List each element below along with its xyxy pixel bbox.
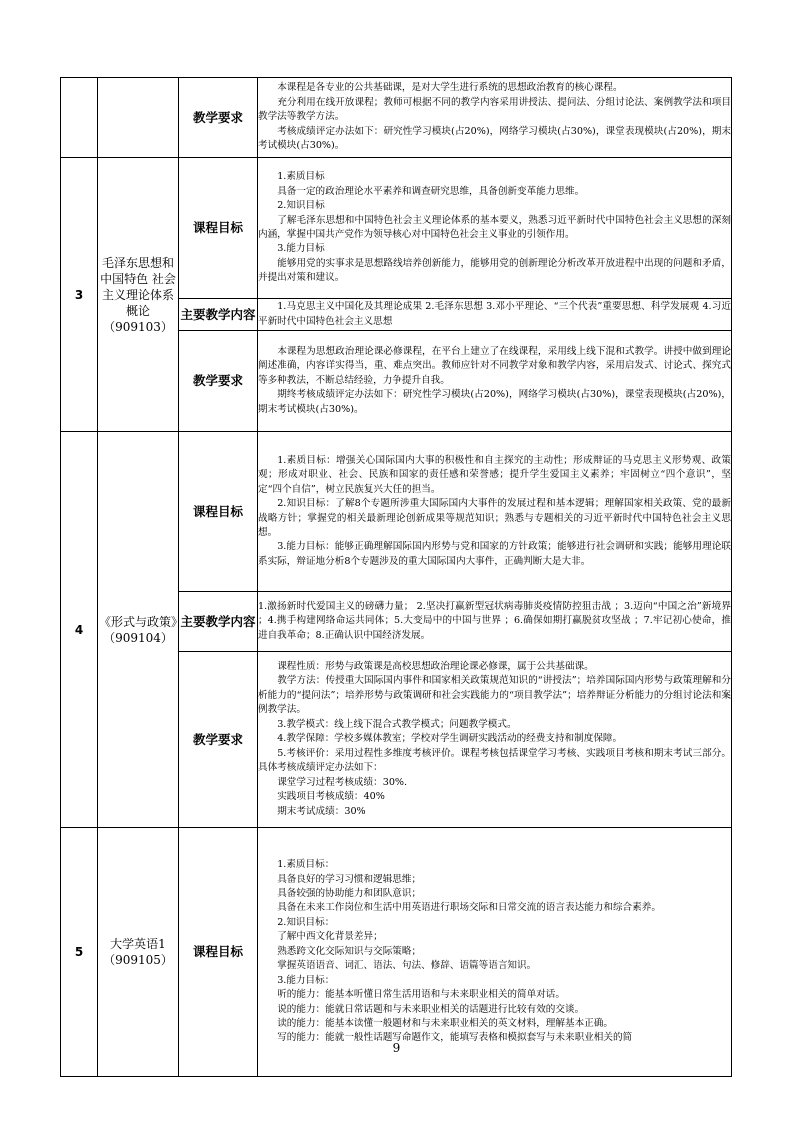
- content-line: 本课程是各专业的公共基础课，是对大学生进行系统的思想政治教育的核心课程。: [277, 82, 623, 94]
- content-line: 充分利用在线开放课程；教师可根据不同的教学内容采用讲授法、提问法、分组讨论法、案例教学法和项目教学法等教学方法。: [258, 96, 731, 123]
- content-line: 课程性质：形势与政策课是高校思想政治理论课必修课，属于公共基础课。: [277, 661, 594, 672]
- content-line: 写的能力：能就一般性话题写命题作文，能填写表格和模拟套写与未来职业相关的简: [277, 1032, 633, 1044]
- content-line: 1.素质目标: [277, 171, 325, 183]
- section-category: 主要教学内容: [179, 592, 258, 652]
- content-line: 具备较强的协助能力和团队意识；: [277, 887, 422, 899]
- content-line: 1.素质目标：增强关心国际国内大事的积极性和自主探究的主动性；形成辩证的马克思主义形势观、政策观；形成对职业、社会、民族和国家的责任感和荣誉感；提升学生爱国主义素养；牢固树立“四个意识”，坚定“四个自信”，树立民族复兴大任的担当。: [258, 454, 731, 495]
- course-name: 大学英语1（909105）: [98, 828, 179, 1077]
- content-line: 能够用党的实事求是思想路线培养创新能力，能够用党的创新理论分析改革开放进程中出现的问题和矛盾，并提出对策和建议。: [258, 257, 731, 284]
- section-content: [258, 78, 732, 158]
- content-line: 3.能力目标: [277, 243, 325, 255]
- course-number: 3: [61, 158, 98, 432]
- content-line: 2.知识目标：了解8个专题所涉重大国际国内大事件的发展过程和基本逻辑；理解国家相关政策、党的最新战略方针；掌握党的相关最新理论创新成果等规范知识；熟悉与专题相关的习近平新时代中国特色社会主义思想。: [258, 498, 731, 538]
- content-line: 了解毛泽东思想和中国特色社会主义理论体系的基本要义，熟悉习近平新时代中国特色社会主义思想的深刻内涵，掌握中国共产党作为领导核心对中国特色社会主义事业的引领作用。: [258, 214, 731, 240]
- course-number: [61, 78, 98, 158]
- content-line: 具备良好的学习习惯和逻辑思维；: [277, 873, 422, 885]
- content-line: 教学方法：传授重大国际国内事件和国家相关政策规范知识的“讲授法”；培养国际国内形势与政策理解和分析能力的“提问法”；培养形势与政策调研和社会实践能力的“项目教学法”；培养辩证分析能力的分组讨论法和案例教学法。: [258, 675, 731, 716]
- content-line: 2.知识目标：: [277, 916, 335, 928]
- content-line: 了解中西文化背景差异；: [277, 931, 383, 943]
- content-line: 本课程为思想政治理论课必修课程，在平台上建立了在线课程，采用线上线下混和式教学。讲授中做到理论阐述准确，内容详实得当，重、难点突出。教师应针对不同教学对象和教学内容，采用启发式、讨论式、探究式等多种教法，不断总结经验，力争提升自我。: [258, 345, 731, 386]
- content-line: 2.知识目标: [277, 200, 325, 212]
- section-content: [258, 652, 732, 828]
- content-line: 具备在未来工作岗位和生活中用英语进行职场交际和日常交流的语言表达能力和综合素养。: [277, 902, 661, 914]
- course-number: 4: [61, 432, 98, 828]
- course-table-body: [61, 78, 732, 1077]
- course-name: 《形式与政策》（909104）: [98, 432, 179, 828]
- content-line: 1.马克思主义中国化及其理论成果 2.毛泽东思想 3.邓小平理论、“三个代表”重要思想、科学发展观 4.习近平新时代中国特色社会主义思想: [258, 301, 731, 327]
- content-line: 读的能力：能基本读懂一般题材和与未来职业相关的英文材料，理解基本正确。: [277, 1018, 613, 1030]
- section-category: 课程目标: [179, 158, 258, 299]
- section-category: 教学要求: [179, 652, 258, 828]
- content-line: 具备一定的政治理论水平素养和调查研究思维，具备创新变革能力思维。: [277, 185, 585, 197]
- course-number: 5: [61, 828, 98, 1077]
- content-line: 课堂学习过程考核成绩：30%.: [277, 776, 408, 788]
- content-line: 1.激扬新时代爱国主义的磅礴力量； 2.坚决打赢新型冠状病毒肺炎疫情防控狙击战 ；3.迈向“中国之治”新境界 ；4.携手构建网络命运共同体；5.大变局中的中国与世界 ；6.确保如期打赢脱贫攻坚战 ；7.牢记初心使命，推进自我革命；8.正确认识中国经济发展。: [258, 600, 731, 641]
- content-line: 期终考核成绩评定办法如下：研究性学习模块(占20%)，网络学习模块(占30%)，课堂表现模块(占20%)，期末考试模块(占30%)。: [258, 389, 731, 415]
- section-category: 主要教学内容: [179, 299, 258, 331]
- content-line: 3.教学模式：线上线下混合式教学模式；问题教学模式。: [277, 718, 517, 730]
- content-line: 4.教学保障：学校多媒体教室；学校对学生调研实践活动的经费支持和制度保障。: [277, 733, 623, 745]
- table-row: [61, 828, 732, 1077]
- course-name: [98, 78, 179, 158]
- section-content: [258, 828, 732, 1077]
- table-row: [61, 78, 732, 158]
- course-name: 毛泽东思想和中国特色 社会主义理论体系概论（909103）: [98, 158, 179, 432]
- content-line: 说的能力：能就日常话题和与未来职业相关的话题进行比较有效的交谈。: [277, 1003, 585, 1015]
- content-line: 掌握英语语音、词汇、语法、句法、修辞、语篇等语言知识。: [277, 960, 537, 972]
- content-line: 实践项目考核成绩：40%: [277, 791, 385, 803]
- section-category: 教学要求: [179, 78, 258, 158]
- content-line: 熟悉跨文化交际知识与交际策略；: [277, 945, 422, 957]
- table-row: [61, 158, 732, 299]
- content-line: 听的能力：能基本听懂日常生活用语和与未来职业相关的简单对话。: [277, 989, 565, 1001]
- table-row: [61, 432, 732, 592]
- section-content: [258, 331, 732, 432]
- page-number: 9: [392, 1041, 401, 1055]
- content-line: 5.考核评价：采用过程性多维度考核评价。课程考核包括课堂学习考核、实践项目考核和期末考试三部分。具体考核成绩评定办法如下：: [258, 747, 731, 774]
- content-line: 1.素质目标：: [277, 859, 335, 871]
- section-content: [258, 158, 732, 299]
- content-line: 考核成绩评定办法如下：研究性学习模块(占20%)，网络学习模块(占30%)，课堂表现模块(占20%)，期末考试模块(占30%)。: [258, 125, 731, 152]
- section-category: 课程目标: [179, 828, 258, 1077]
- section-category: 教学要求: [179, 331, 258, 432]
- course-table: [60, 77, 732, 1077]
- content-line: 期末考试成绩：30%: [277, 805, 366, 817]
- section-content: [258, 299, 732, 331]
- content-line: 3.能力目标：: [277, 974, 335, 986]
- section-content: [258, 592, 732, 652]
- section-category: 课程目标: [179, 432, 258, 592]
- section-content: [258, 432, 732, 592]
- content-line: 3.能力目标：能够正确理解国际国内形势与党和国家的方针政策；能够进行社会调研和实践；能够用理论联系实际，辩证地分析8个专题涉及的重大国际国内大事件，正确判断大是大非。: [258, 541, 731, 567]
